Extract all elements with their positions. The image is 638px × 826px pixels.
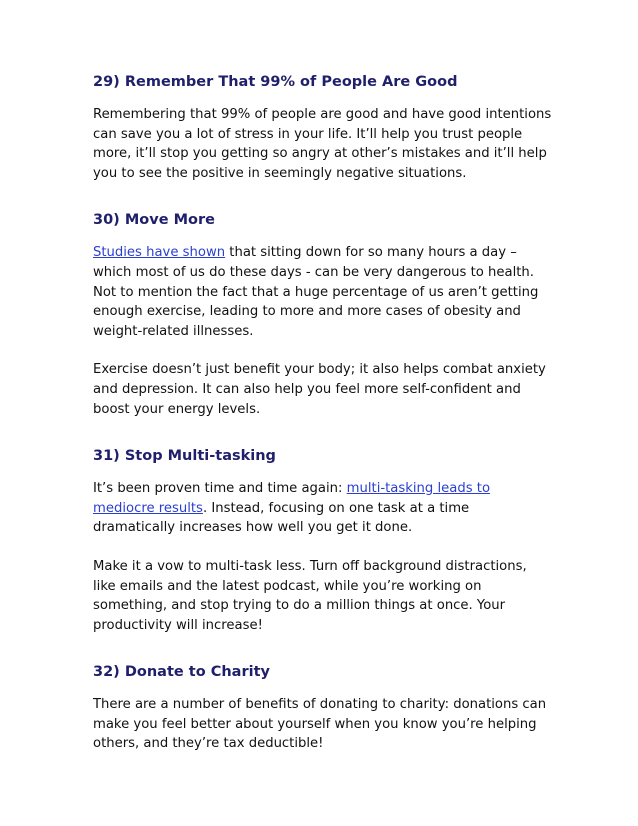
section-title-31: 31) Stop Multi-tasking (93, 448, 276, 465)
paragraph (93, 479, 553, 538)
paragraph (93, 557, 553, 635)
section-title-29: 29) Remember That 99% of People Are Good (93, 74, 458, 90)
document-body (93, 72, 553, 754)
paragraph-text: There are a number of benefits of donating to charity: donations can make you feel better about yourself when you know you’re helping others, and they’re tax deductible! (93, 697, 547, 752)
paragraph-text: Make it a vow to multi-task less. Turn off background distractions, like emails and the latest podcast, while you’re working on something, and stop trying to do a million things at once. Your productivity will increase! (93, 558, 527, 633)
section-title-30: 30) Move More (93, 212, 215, 229)
paragraph-text: Exercise doesn’t just benefit your body; it also helps combat anxiety and depression. It can also help you feel more self-confident and boost your energy levels. (93, 362, 546, 417)
paragraph (93, 695, 553, 754)
paragraph (93, 360, 553, 419)
section-title-32: 32) Donate to Charity (93, 664, 270, 681)
paragraph (93, 105, 553, 183)
multitasking-link[interactable]: multi-tasking leads to mediocre results (93, 481, 491, 516)
paragraph-text: . Instead, focusing on one task at a time dramatically increases how well you get it done. (93, 500, 470, 536)
paragraph (93, 243, 553, 341)
paragraph-text: that sitting down for so many hours a day – which most of us do these days - can be very dangerous to health. Not to mention the fact that a huge percentage of us aren’t getting enough exercise, leading to more and more cases of obesity and weight-related illnesses. (93, 245, 539, 339)
studies-link[interactable]: Studies have shown (93, 245, 226, 261)
paragraph-text: Remembering that 99% of people are good and have good intentions can save you a lot of stress in your life. It’ll help you trust people more, it’ll stop you getting so angry at other’s mistakes and it’ll help you to see the positive in seemingly negative situations. (93, 107, 552, 181)
paragraph-text: It’s been proven time and time again: (93, 481, 347, 497)
